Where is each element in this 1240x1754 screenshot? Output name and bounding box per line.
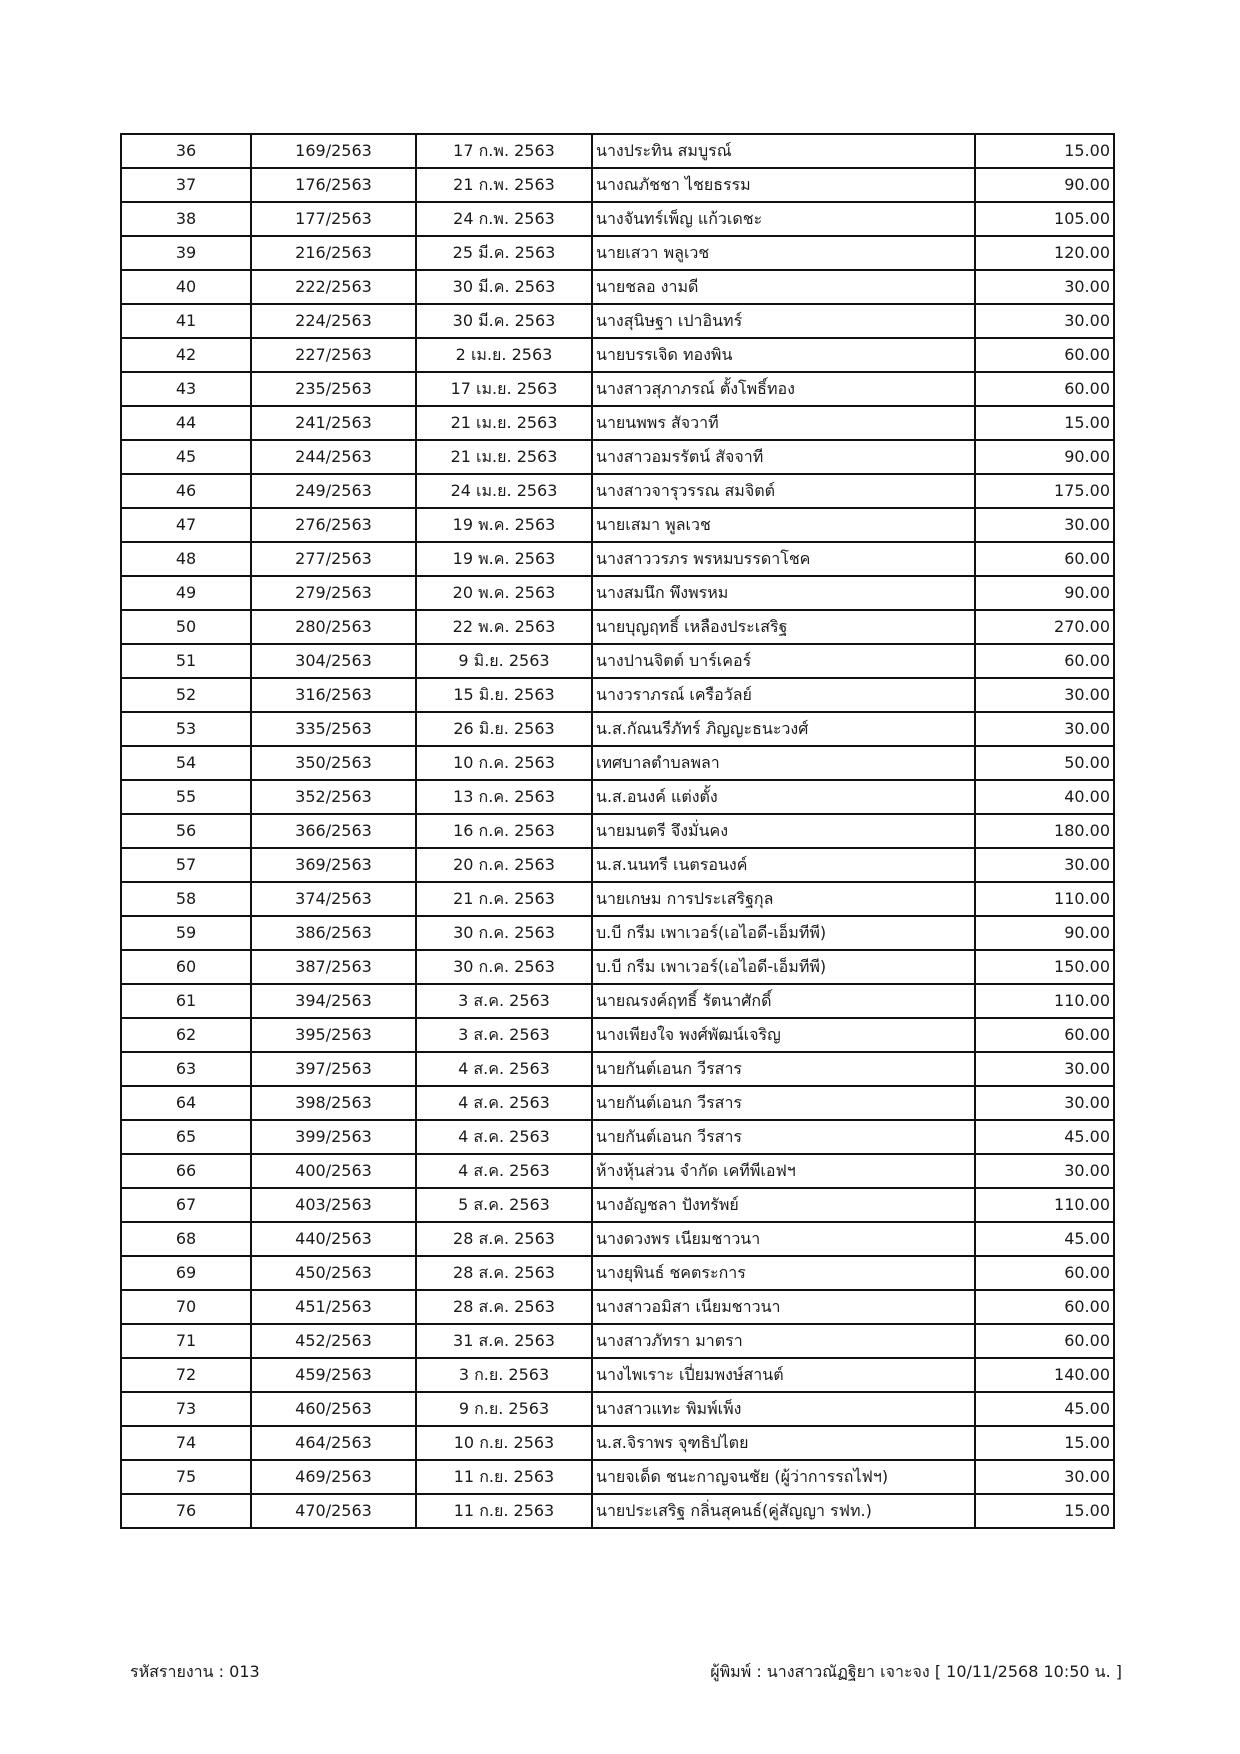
document-number-cell: 304/2563 xyxy=(251,644,416,678)
record-date-cell: 28 ส.ค. 2563 xyxy=(416,1256,592,1290)
amount-cell: 60.00 xyxy=(975,542,1114,576)
table-row xyxy=(121,1256,1114,1290)
row-number-cell: 46 xyxy=(121,474,251,508)
payer-name-cell: นายประเสริฐ กลิ่นสุคนธ์(คู่สัญญา รฟท.) xyxy=(592,1494,975,1528)
payer-name-cell: นางสาวอมิสา เนียมชาวนา xyxy=(592,1290,975,1324)
payer-name-cell: นางสาวอมรรัตน์ สัจจาที xyxy=(592,440,975,474)
document-number-cell: 399/2563 xyxy=(251,1120,416,1154)
row-number-cell: 76 xyxy=(121,1494,251,1528)
row-number-cell: 69 xyxy=(121,1256,251,1290)
record-date-cell: 10 ก.ค. 2563 xyxy=(416,746,592,780)
document-number-cell: 400/2563 xyxy=(251,1154,416,1188)
record-date-cell: 22 พ.ค. 2563 xyxy=(416,610,592,644)
record-date-cell: 13 ก.ค. 2563 xyxy=(416,780,592,814)
table-row xyxy=(121,202,1114,236)
record-date-cell: 30 มี.ค. 2563 xyxy=(416,304,592,338)
document-number-cell: 440/2563 xyxy=(251,1222,416,1256)
payer-name-cell: นางเพียงใจ พงศ์พัฒน์เจริญ xyxy=(592,1018,975,1052)
amount-cell: 30.00 xyxy=(975,678,1114,712)
payer-name-cell: นายจเด็ด ชนะกาญจนชัย (ผู้ว่าการรถไฟฯ) xyxy=(592,1460,975,1494)
document-number-cell: 244/2563 xyxy=(251,440,416,474)
payer-name-cell: นางสาวภัทรา มาตรา xyxy=(592,1324,975,1358)
row-number-cell: 66 xyxy=(121,1154,251,1188)
amount-cell: 30.00 xyxy=(975,1052,1114,1086)
payer-name-cell: นายบุญฤทธิ์ เหลืองประเสริฐ xyxy=(592,610,975,644)
row-number-cell: 70 xyxy=(121,1290,251,1324)
payer-name-cell: นายเสวา พลูเวช xyxy=(592,236,975,270)
payer-name-cell: นางดวงพร เนียมชาวนา xyxy=(592,1222,975,1256)
amount-cell: 270.00 xyxy=(975,610,1114,644)
record-date-cell: 5 ส.ค. 2563 xyxy=(416,1188,592,1222)
row-number-cell: 61 xyxy=(121,984,251,1018)
table-row xyxy=(121,1154,1114,1188)
record-date-cell: 24 ก.พ. 2563 xyxy=(416,202,592,236)
document-number-cell: 387/2563 xyxy=(251,950,416,984)
row-number-cell: 55 xyxy=(121,780,251,814)
amount-cell: 60.00 xyxy=(975,1018,1114,1052)
amount-cell: 30.00 xyxy=(975,1154,1114,1188)
table-row xyxy=(121,1392,1114,1426)
amount-cell: 175.00 xyxy=(975,474,1114,508)
amount-cell: 90.00 xyxy=(975,576,1114,610)
amount-cell: 60.00 xyxy=(975,372,1114,406)
table-row xyxy=(121,916,1114,950)
row-number-cell: 37 xyxy=(121,168,251,202)
payer-name-cell: นางสาวจารุวรรณ สมจิตต์ xyxy=(592,474,975,508)
row-number-cell: 68 xyxy=(121,1222,251,1256)
row-number-cell: 38 xyxy=(121,202,251,236)
row-number-cell: 56 xyxy=(121,814,251,848)
amount-cell: 45.00 xyxy=(975,1392,1114,1426)
record-date-cell: 21 ก.ค. 2563 xyxy=(416,882,592,916)
payer-name-cell: นางปานจิตต์ บาร์เคอร์ xyxy=(592,644,975,678)
document-number-cell: 450/2563 xyxy=(251,1256,416,1290)
row-number-cell: 36 xyxy=(121,134,251,168)
amount-cell: 110.00 xyxy=(975,1188,1114,1222)
amount-cell: 180.00 xyxy=(975,814,1114,848)
table-row xyxy=(121,542,1114,576)
row-number-cell: 75 xyxy=(121,1460,251,1494)
document-number-cell: 374/2563 xyxy=(251,882,416,916)
report-code: รหัสรายงาน : 013 xyxy=(130,1662,260,1681)
document-number-cell: 279/2563 xyxy=(251,576,416,610)
record-date-cell: 3 ส.ค. 2563 xyxy=(416,1018,592,1052)
amount-cell: 15.00 xyxy=(975,406,1114,440)
record-date-cell: 15 มิ.ย. 2563 xyxy=(416,678,592,712)
amount-cell: 30.00 xyxy=(975,848,1114,882)
record-date-cell: 11 ก.ย. 2563 xyxy=(416,1460,592,1494)
record-date-cell: 25 มี.ค. 2563 xyxy=(416,236,592,270)
record-date-cell: 19 พ.ค. 2563 xyxy=(416,542,592,576)
table-row xyxy=(121,1222,1114,1256)
row-number-cell: 43 xyxy=(121,372,251,406)
record-date-cell: 9 มิ.ย. 2563 xyxy=(416,644,592,678)
table-row xyxy=(121,1018,1114,1052)
amount-cell: 90.00 xyxy=(975,168,1114,202)
payer-name-cell: นางยุพินธ์ ชคตระการ xyxy=(592,1256,975,1290)
row-number-cell: 54 xyxy=(121,746,251,780)
payer-name-cell: นายกันต์เอนก วีรสาร xyxy=(592,1052,975,1086)
payer-name-cell: นางสาวสุภาภรณ์ ตั้งโพธิ์ทอง xyxy=(592,372,975,406)
amount-cell: 30.00 xyxy=(975,1460,1114,1494)
row-number-cell: 57 xyxy=(121,848,251,882)
amount-cell: 45.00 xyxy=(975,1120,1114,1154)
payer-name-cell: นางสุนิษฐา เปาอินทร์ xyxy=(592,304,975,338)
document-number-cell: 459/2563 xyxy=(251,1358,416,1392)
record-date-cell: 11 ก.ย. 2563 xyxy=(416,1494,592,1528)
table-body xyxy=(121,134,1114,1528)
amount-cell: 60.00 xyxy=(975,1324,1114,1358)
document-number-cell: 216/2563 xyxy=(251,236,416,270)
document-number-cell: 386/2563 xyxy=(251,916,416,950)
table-row xyxy=(121,1460,1114,1494)
record-date-cell: 19 พ.ค. 2563 xyxy=(416,508,592,542)
payer-name-cell: บ.บี กรีม เพาเวอร์(เอไอดี-เอ็มทีพี) xyxy=(592,950,975,984)
payer-name-cell: นายนพพร สัจวาที xyxy=(592,406,975,440)
payer-name-cell: ห้างหุ้นส่วน จำกัด เคทีพีเอฟฯ xyxy=(592,1154,975,1188)
document-number-cell: 403/2563 xyxy=(251,1188,416,1222)
row-number-cell: 47 xyxy=(121,508,251,542)
payer-name-cell: นางณภัชชา ไชยธรรม xyxy=(592,168,975,202)
amount-cell: 60.00 xyxy=(975,1256,1114,1290)
payer-name-cell: นายมนตรี จึงมั่นคง xyxy=(592,814,975,848)
document-number-cell: 394/2563 xyxy=(251,984,416,1018)
record-date-cell: 4 ส.ค. 2563 xyxy=(416,1154,592,1188)
amount-cell: 40.00 xyxy=(975,780,1114,814)
table-row xyxy=(121,1290,1114,1324)
table-row xyxy=(121,1324,1114,1358)
row-number-cell: 71 xyxy=(121,1324,251,1358)
payer-name-cell: น.ส.นนทรี เนตรอนงค์ xyxy=(592,848,975,882)
record-date-cell: 28 ส.ค. 2563 xyxy=(416,1222,592,1256)
row-number-cell: 40 xyxy=(121,270,251,304)
row-number-cell: 63 xyxy=(121,1052,251,1086)
row-number-cell: 53 xyxy=(121,712,251,746)
table-row xyxy=(121,1188,1114,1222)
payer-name-cell: นายกันต์เอนก วีรสาร xyxy=(592,1086,975,1120)
record-date-cell: 4 ส.ค. 2563 xyxy=(416,1086,592,1120)
amount-cell: 150.00 xyxy=(975,950,1114,984)
record-date-cell: 30 ก.ค. 2563 xyxy=(416,950,592,984)
table-row xyxy=(121,984,1114,1018)
amount-cell: 30.00 xyxy=(975,304,1114,338)
document-number-cell: 176/2563 xyxy=(251,168,416,202)
amount-cell: 15.00 xyxy=(975,1494,1114,1528)
amount-cell: 140.00 xyxy=(975,1358,1114,1392)
table-row xyxy=(121,814,1114,848)
document-number-cell: 397/2563 xyxy=(251,1052,416,1086)
table-row xyxy=(121,1086,1114,1120)
row-number-cell: 49 xyxy=(121,576,251,610)
amount-cell: 45.00 xyxy=(975,1222,1114,1256)
document-number-cell: 276/2563 xyxy=(251,508,416,542)
document-number-cell: 222/2563 xyxy=(251,270,416,304)
record-date-cell: 17 ก.พ. 2563 xyxy=(416,134,592,168)
document-number-cell: 316/2563 xyxy=(251,678,416,712)
record-date-cell: 24 เม.ย. 2563 xyxy=(416,474,592,508)
amount-cell: 30.00 xyxy=(975,508,1114,542)
row-number-cell: 64 xyxy=(121,1086,251,1120)
document-number-cell: 369/2563 xyxy=(251,848,416,882)
record-date-cell: 30 มี.ค. 2563 xyxy=(416,270,592,304)
table-row xyxy=(121,848,1114,882)
amount-cell: 90.00 xyxy=(975,916,1114,950)
payer-name-cell: นางสาวแทะ พิมพ์เพ็ง xyxy=(592,1392,975,1426)
document-number-cell: 227/2563 xyxy=(251,338,416,372)
record-date-cell: 30 ก.ค. 2563 xyxy=(416,916,592,950)
document-number-cell: 249/2563 xyxy=(251,474,416,508)
row-number-cell: 48 xyxy=(121,542,251,576)
table-row xyxy=(121,882,1114,916)
record-date-cell: 21 เม.ย. 2563 xyxy=(416,406,592,440)
amount-cell: 60.00 xyxy=(975,338,1114,372)
table-row xyxy=(121,746,1114,780)
document-number-cell: 464/2563 xyxy=(251,1426,416,1460)
record-date-cell: 10 ก.ย. 2563 xyxy=(416,1426,592,1460)
record-date-cell: 21 ก.พ. 2563 xyxy=(416,168,592,202)
payer-name-cell: นางจันทร์เพ็ญ แก้วเดชะ xyxy=(592,202,975,236)
row-number-cell: 59 xyxy=(121,916,251,950)
table-row xyxy=(121,372,1114,406)
amount-cell: 110.00 xyxy=(975,882,1114,916)
document-number-cell: 460/2563 xyxy=(251,1392,416,1426)
table-row xyxy=(121,508,1114,542)
document-number-cell: 241/2563 xyxy=(251,406,416,440)
payer-name-cell: น.ส.จิราพร จุฑธิปไตย xyxy=(592,1426,975,1460)
payer-name-cell: นายเกษม การประเสริฐกุล xyxy=(592,882,975,916)
row-number-cell: 65 xyxy=(121,1120,251,1154)
row-number-cell: 60 xyxy=(121,950,251,984)
table-row xyxy=(121,338,1114,372)
table-row xyxy=(121,1052,1114,1086)
table-row xyxy=(121,1494,1114,1528)
amount-cell: 120.00 xyxy=(975,236,1114,270)
row-number-cell: 41 xyxy=(121,304,251,338)
record-date-cell: 21 เม.ย. 2563 xyxy=(416,440,592,474)
document-number-cell: 470/2563 xyxy=(251,1494,416,1528)
payer-name-cell: เทศบาลตำบลพลา xyxy=(592,746,975,780)
record-date-cell: 31 ส.ค. 2563 xyxy=(416,1324,592,1358)
table-row xyxy=(121,440,1114,474)
record-date-cell: 2 เม.ย. 2563 xyxy=(416,338,592,372)
record-date-cell: 3 ก.ย. 2563 xyxy=(416,1358,592,1392)
record-date-cell: 4 ส.ค. 2563 xyxy=(416,1120,592,1154)
payer-name-cell: นายเสมา พูลเวช xyxy=(592,508,975,542)
payer-name-cell: นายกันต์เอนก วีรสาร xyxy=(592,1120,975,1154)
document-number-cell: 451/2563 xyxy=(251,1290,416,1324)
amount-cell: 60.00 xyxy=(975,1290,1114,1324)
payer-name-cell: น.ส.กัณนรีภัทร์ ภิญญะธนะวงศ์ xyxy=(592,712,975,746)
table-row xyxy=(121,270,1114,304)
row-number-cell: 58 xyxy=(121,882,251,916)
document-number-cell: 398/2563 xyxy=(251,1086,416,1120)
table-row xyxy=(121,712,1114,746)
payer-name-cell: บ.บี กรีม เพาเวอร์(เอไอดี-เอ็มทีพี) xyxy=(592,916,975,950)
printer-info: ผู้พิมพ์ : นางสาวณัฏฐิยา เจาะจง [ 10/11/2568 10:50 น. ] xyxy=(710,1662,1122,1681)
row-number-cell: 44 xyxy=(121,406,251,440)
table-row xyxy=(121,236,1114,270)
row-number-cell: 52 xyxy=(121,678,251,712)
amount-cell: 15.00 xyxy=(975,1426,1114,1460)
amount-cell: 30.00 xyxy=(975,270,1114,304)
payer-name-cell: นางอัญชลา ปังทรัพย์ xyxy=(592,1188,975,1222)
payer-name-cell: นางวราภรณ์ เครือวัลย์ xyxy=(592,678,975,712)
row-number-cell: 67 xyxy=(121,1188,251,1222)
row-number-cell: 42 xyxy=(121,338,251,372)
row-number-cell: 72 xyxy=(121,1358,251,1392)
table-row xyxy=(121,950,1114,984)
payer-name-cell: นางไพเราะ เปี่ยมพงษ์สานต์ xyxy=(592,1358,975,1392)
row-number-cell: 50 xyxy=(121,610,251,644)
payer-name-cell: นายชลอ งามดี xyxy=(592,270,975,304)
table-row xyxy=(121,406,1114,440)
table-row xyxy=(121,610,1114,644)
table-row xyxy=(121,644,1114,678)
document-number-cell: 335/2563 xyxy=(251,712,416,746)
table-row xyxy=(121,304,1114,338)
record-date-cell: 4 ส.ค. 2563 xyxy=(416,1052,592,1086)
row-number-cell: 73 xyxy=(121,1392,251,1426)
document-number-cell: 177/2563 xyxy=(251,202,416,236)
fee-records-table xyxy=(120,133,1115,1529)
record-date-cell: 20 พ.ค. 2563 xyxy=(416,576,592,610)
payer-name-cell: น.ส.อนงค์ แต่งตั้ง xyxy=(592,780,975,814)
amount-cell: 90.00 xyxy=(975,440,1114,474)
amount-cell: 30.00 xyxy=(975,712,1114,746)
amount-cell: 30.00 xyxy=(975,1086,1114,1120)
document-number-cell: 224/2563 xyxy=(251,304,416,338)
table-row xyxy=(121,576,1114,610)
record-date-cell: 28 ส.ค. 2563 xyxy=(416,1290,592,1324)
table-row xyxy=(121,134,1114,168)
payer-name-cell: นางประทิน สมบูรณ์ xyxy=(592,134,975,168)
payer-name-cell: นายบรรเจิด ทองพิน xyxy=(592,338,975,372)
record-date-cell: 9 ก.ย. 2563 xyxy=(416,1392,592,1426)
record-date-cell: 3 ส.ค. 2563 xyxy=(416,984,592,1018)
document-number-cell: 469/2563 xyxy=(251,1460,416,1494)
record-date-cell: 20 ก.ค. 2563 xyxy=(416,848,592,882)
payer-name-cell: นางสมนึก พึงพรหม xyxy=(592,576,975,610)
payer-name-cell: นางสาววรภร พรหมบรรดาโชค xyxy=(592,542,975,576)
document-number-cell: 366/2563 xyxy=(251,814,416,848)
document-number-cell: 280/2563 xyxy=(251,610,416,644)
amount-cell: 105.00 xyxy=(975,202,1114,236)
amount-cell: 50.00 xyxy=(975,746,1114,780)
document-number-cell: 350/2563 xyxy=(251,746,416,780)
amount-cell: 60.00 xyxy=(975,644,1114,678)
table-row xyxy=(121,474,1114,508)
record-date-cell: 17 เม.ย. 2563 xyxy=(416,372,592,406)
row-number-cell: 74 xyxy=(121,1426,251,1460)
table-row xyxy=(121,678,1114,712)
document-number-cell: 395/2563 xyxy=(251,1018,416,1052)
amount-cell: 15.00 xyxy=(975,134,1114,168)
amount-cell: 110.00 xyxy=(975,984,1114,1018)
row-number-cell: 39 xyxy=(121,236,251,270)
document-number-cell: 277/2563 xyxy=(251,542,416,576)
table-row xyxy=(121,1426,1114,1460)
document-number-cell: 169/2563 xyxy=(251,134,416,168)
table-row xyxy=(121,1120,1114,1154)
row-number-cell: 51 xyxy=(121,644,251,678)
table-row xyxy=(121,780,1114,814)
payer-name-cell: นายณรงค์ฤทธิ์ รัตนาศักดิ์ xyxy=(592,984,975,1018)
document-number-cell: 352/2563 xyxy=(251,780,416,814)
table-row xyxy=(121,168,1114,202)
row-number-cell: 45 xyxy=(121,440,251,474)
document-number-cell: 235/2563 xyxy=(251,372,416,406)
record-date-cell: 26 มิ.ย. 2563 xyxy=(416,712,592,746)
document-number-cell: 452/2563 xyxy=(251,1324,416,1358)
row-number-cell: 62 xyxy=(121,1018,251,1052)
record-date-cell: 16 ก.ค. 2563 xyxy=(416,814,592,848)
table-row xyxy=(121,1358,1114,1392)
